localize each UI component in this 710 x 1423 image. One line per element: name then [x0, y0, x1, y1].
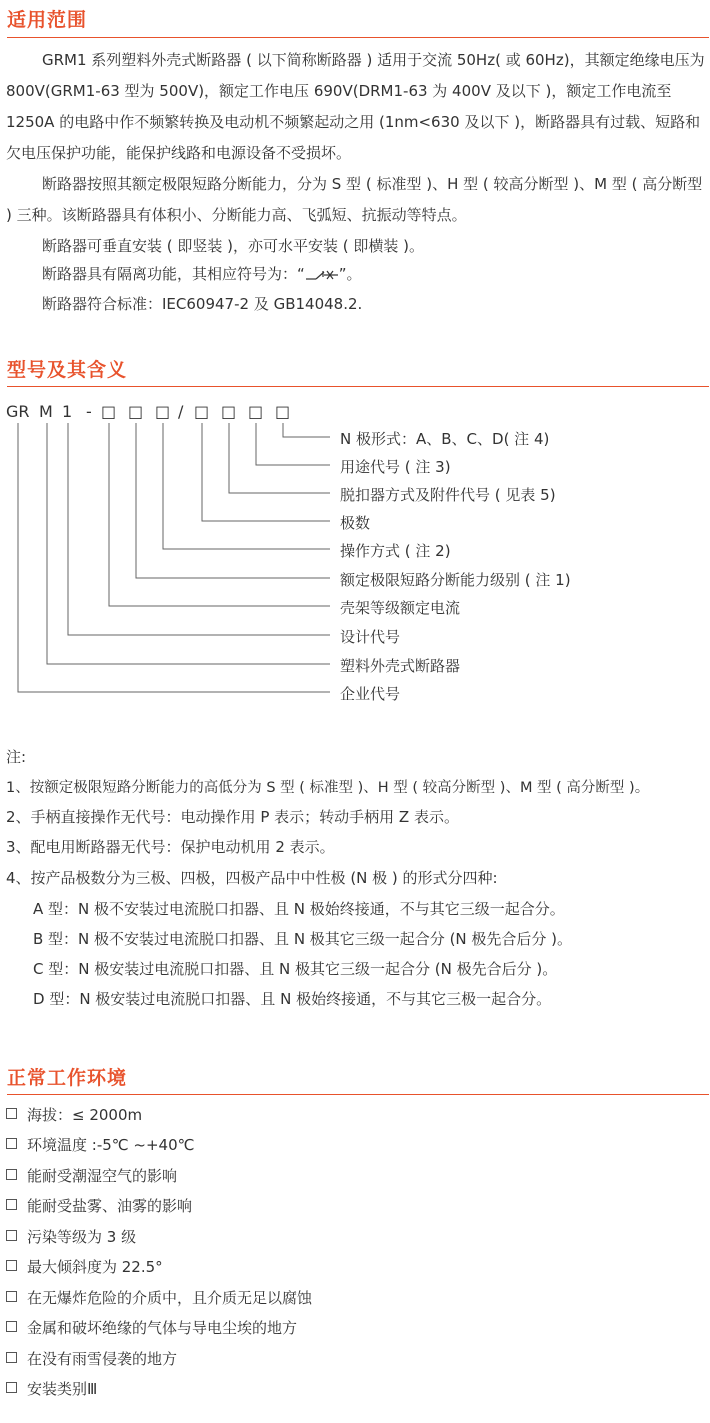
env-list-item — [6, 1104, 142, 1125]
env-list-item — [6, 1165, 177, 1186]
code-part: 1 — [62, 402, 73, 421]
model-label: 脱扣器方式及附件代号 ( 见表 5) — [340, 486, 556, 504]
checkbox-icon — [6, 1321, 17, 1332]
env-item-text: 能耐受盐雾、油雾的影响 — [27, 1197, 193, 1215]
env-list-item — [6, 1348, 177, 1369]
code-part: □ — [221, 402, 237, 421]
scope-standard-line: 断路器符合标准：IEC60947-2 及 GB14048.2. — [42, 295, 363, 313]
env-item-text: 在没有雨雪侵袭的地方 — [27, 1350, 178, 1368]
checkbox-icon — [6, 1138, 17, 1149]
model-label: 壳架等级额定电流 — [340, 599, 461, 617]
env-list-item — [6, 1287, 312, 1308]
note-item: 4、按产品极数分为三极、四极，四极产品中中性极 (N 极 ) 的形式分四种: — [6, 869, 498, 887]
notes-title: 注: — [6, 748, 27, 766]
code-part: □ — [101, 402, 117, 421]
note-item: 1、按额定极限短路分断能力的高低分为 S 型 ( 标准型 )、H 型 ( 较高分断型 )、M 型 ( 高分断型 )。 — [6, 780, 650, 796]
model-label: 极数 — [340, 514, 371, 532]
env-item-text: 在无爆炸危险的介质中，且介质无足以腐蚀 — [27, 1289, 313, 1307]
scope-paragraph-1: GRM1 系列塑料外壳式断路器 ( 以下简称断路器 ) 适用于交流 50Hz( 或 60Hz)，其额定绝缘电压为 800V(GRM1-63 型为 500V)，额定工作电压 690V(DRM1-63 为 400V 及以下 )，额定工作电流至 1250A 的电路中作不频繁转换及电动机不频繁起动之用 (1nm<630 及以下 )，断路器具有过载、短路和欠电压保护功能，能保护线路和电源设备不受损坏。 — [6, 51, 705, 162]
model-label: 企业代号 — [340, 685, 401, 703]
checkbox-icon — [6, 1260, 17, 1271]
code-part: □ — [248, 402, 264, 421]
env-list-item — [6, 1195, 192, 1216]
env-list-item — [6, 1256, 163, 1277]
checkbox-icon — [6, 1169, 17, 1180]
env-item-text: 最大倾斜度为 22.5° — [27, 1258, 163, 1276]
env-item-text: 环境温度 :-5℃ ~+40℃ — [27, 1136, 195, 1154]
note-item: 3、配电用断路器无代号：保护电动机用 2 表示。 — [6, 838, 335, 856]
env-list-item — [6, 1378, 97, 1399]
model-code-diagram — [0, 392, 710, 712]
code-part: / — [178, 402, 184, 421]
section-divider — [7, 37, 709, 38]
subnote-item: B 型：N 极不安装过电流脱口扣器、且 N 极其它三级一起合分 (N 极先合后分 )。 — [33, 930, 573, 948]
env-item-text: 安装类别Ⅲ — [27, 1380, 98, 1398]
env-item-text: 能耐受潮湿空气的影响 — [27, 1167, 178, 1185]
env-list-item — [6, 1134, 194, 1155]
symbol-line-suffix: ”。 — [338, 265, 362, 283]
model-label: N 极形式：A、B、C、D( 注 4) — [340, 430, 550, 448]
isolation-symbol-icon — [305, 268, 339, 282]
model-label: 额定极限短路分断能力级别 ( 注 1) — [340, 571, 571, 589]
model-label: 设计代号 — [340, 628, 401, 646]
scope-paragraph-2: 断路器按照其额定极限短路分断能力，分为 S 型 ( 标准型 )、H 型 ( 较高分断型 )、M 型 ( 高分断型 ) 三种。该断路器具有体积小、分断能力高、飞弧短、抗振动等特点。 — [6, 175, 703, 224]
section-divider — [7, 386, 709, 387]
subnote-item: A 型：N 极不安装过电流脱口扣器、且 N 极始终接通，不与其它三级一起合分。 — [33, 900, 565, 918]
code-part: M — [39, 402, 53, 421]
checkbox-icon — [6, 1230, 17, 1241]
model-label: 操作方式 ( 注 2) — [340, 542, 451, 560]
env-item-text: 金属和破坏绝缘的气体与导电尘埃的地方 — [27, 1319, 298, 1337]
code-part: □ — [194, 402, 210, 421]
model-label: 用途代号 ( 注 3) — [340, 458, 451, 476]
checkbox-icon — [6, 1291, 17, 1302]
subnote-item: D 型：N 极安装过电流脱口扣器、且 N 极始终接通，不与其它三极一起合分。 — [33, 990, 552, 1008]
subnote-item: C 型：N 极安装过电流脱口扣器、且 N 极其它三级一起合分 (N 极先合后分 )。 — [33, 960, 558, 978]
env-list-item — [6, 1317, 297, 1338]
checkbox-icon — [6, 1108, 17, 1119]
checkbox-icon — [6, 1352, 17, 1363]
symbol-line-prefix: 断路器具有隔离功能，其相应符号为：“ — [42, 265, 305, 283]
env-item-text: 海拔：≤ 2000m — [27, 1106, 143, 1124]
checkbox-icon — [6, 1199, 17, 1210]
section-title-scope: 适用范围 — [7, 9, 88, 31]
section-title-environment: 正常工作环境 — [7, 1067, 128, 1089]
section-divider — [7, 1094, 709, 1095]
scope-paragraph-symbol — [6, 259, 706, 290]
scope-paragraph-3: 断路器可垂直安装 ( 即竖装 )，亦可水平安装 ( 即横装 )。 — [42, 237, 425, 255]
code-part: □ — [155, 402, 171, 421]
code-part: GR — [6, 402, 30, 421]
env-item-text: 污染等级为 3 级 — [27, 1228, 137, 1246]
code-part: □ — [275, 402, 291, 421]
code-part: □ — [128, 402, 144, 421]
note-item: 2、手柄直接操作无代号：电动操作用 P 表示；转动手柄用 Z 表示。 — [6, 808, 459, 826]
section-title-model: 型号及其含义 — [7, 359, 128, 381]
env-list-item — [6, 1226, 136, 1247]
model-label: 塑料外壳式断路器 — [340, 657, 461, 675]
checkbox-icon — [6, 1382, 17, 1393]
code-part: - — [86, 402, 92, 421]
